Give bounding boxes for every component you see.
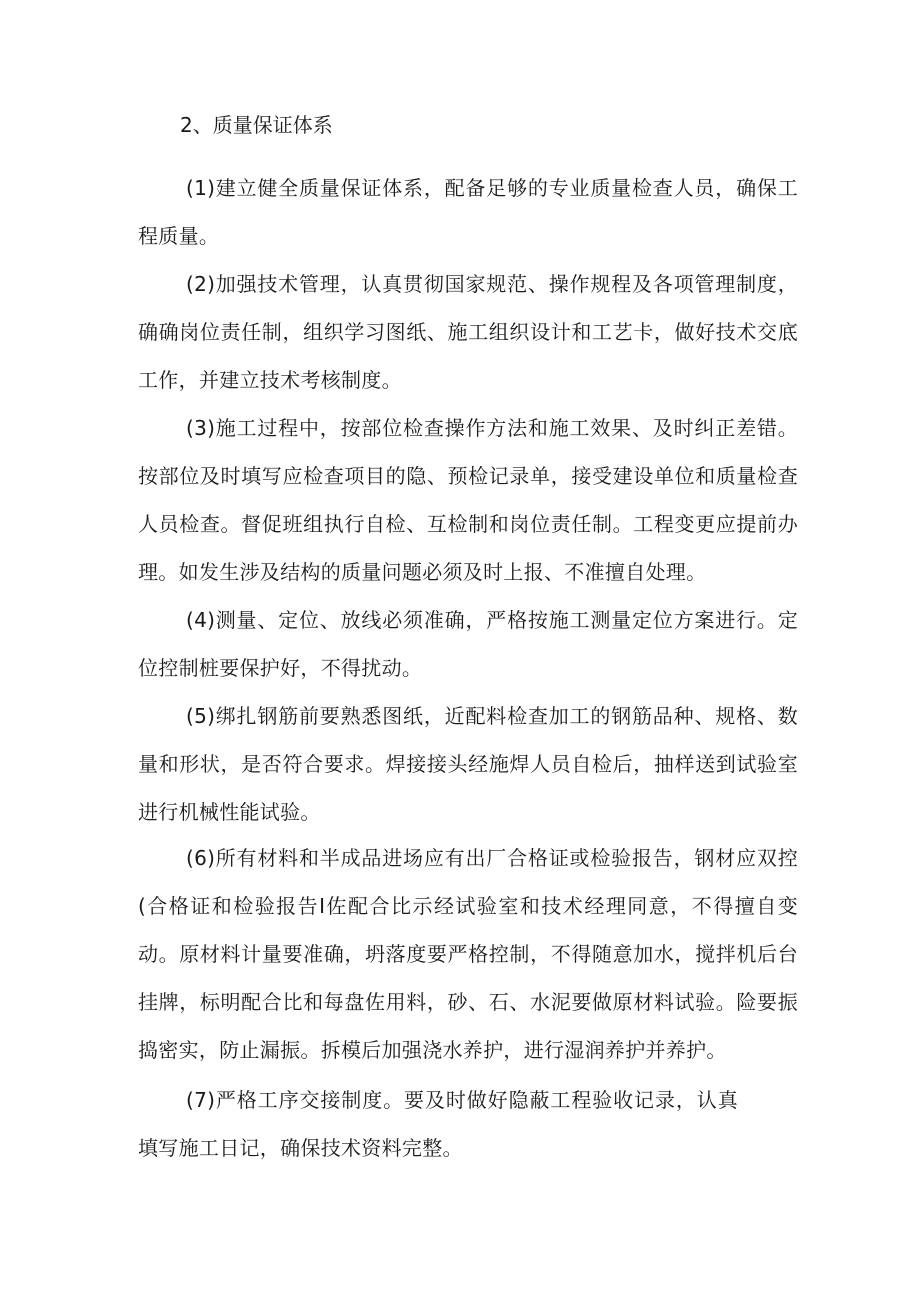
paragraph-2: (2)加强技术管理，认真贯彻国家规范、操作规程及各项管理制度，确确岗位责任制，组织学习图纸、施工组织设计和工艺卡，做好技术交底工作，并建立技术考核制度。 [138, 272, 798, 392]
paragraph-6: (6)所有材料和半成品进场应有出厂合格证或检验报告，钢材应双控(合格证和检验报告I佐配合比示经试验室和技术经理同意，不得擅自变动。原材料计量要准确，坍落度要严格控制，不得随意加水，搅拌机后台挂牌，标明配合比和每盘佐用料，砂、石、水泥要做原材料试验。险要振捣密实，防止漏振。拆模后加强浇水养护，进行湿润养护并养护。 [138, 846, 798, 1062]
section-heading: 2、质量保证体系 [180, 113, 333, 137]
paragraph-3: (3)施工过程中，按部位检查操作方法和施工效果、及时纠正差错。按部位及时填写应检查项目的隐、预检记录单，接受建设单位和质量检查人员检查。督促班组执行自检、互检制和岗位责任制。工程变更应提前办理。如发生涉及结构的质量问题必须及时上报、不准擅自处理。 [138, 416, 798, 584]
paragraph-7: (7)严格工序交接制度。要及时做好隐蔽工程验收记录，认真填写施工日记，确保技术资料完整。 [138, 1088, 738, 1160]
paragraph-5: (5)绑扎钢筋前要熟悉图纸，近配料检查加工的钢筋品种、规格、数量和形状，是否符合要求。焊接接头经施焊人员自检后，抽样送到试验室进行机械性能试验。 [138, 704, 798, 824]
paragraph-4: (4)测量、定位、放线必须准确，严格按施工测量定位方案进行。定位控制桩要保护好，不得扰动。 [138, 608, 798, 680]
paragraph-1: (1)建立健全质量保证体系，配备足够的专业质量检查人员，确保工程质量。 [138, 176, 798, 248]
